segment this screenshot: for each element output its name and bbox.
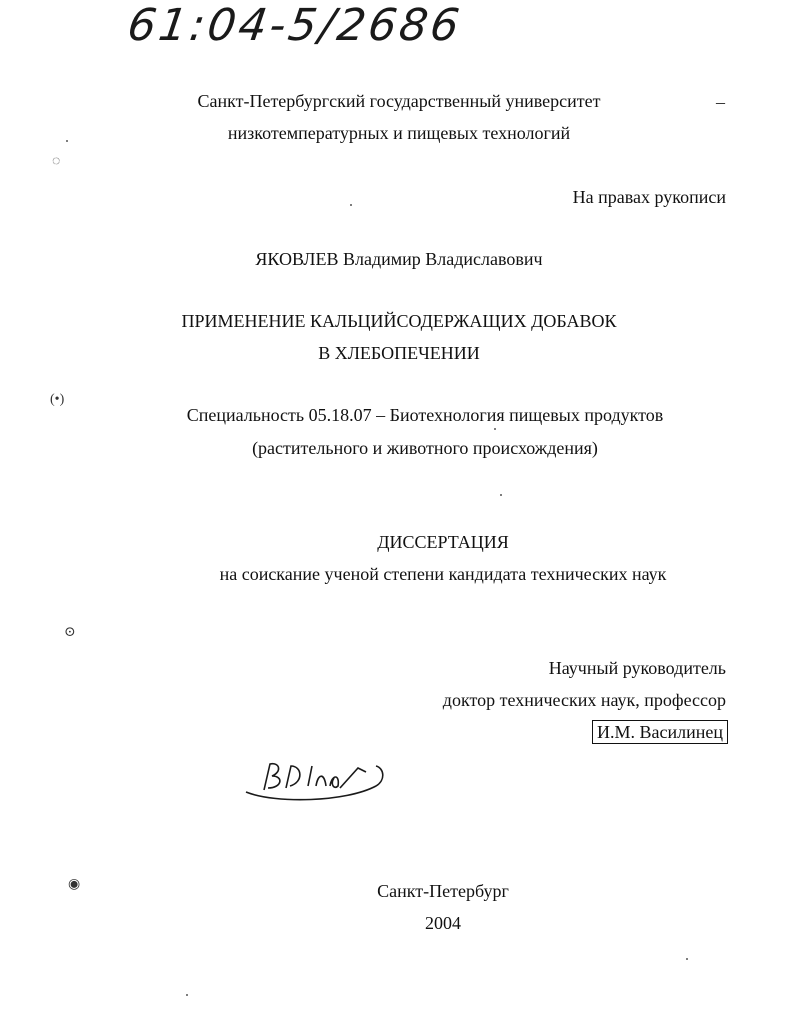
- scan-speck: [686, 958, 688, 960]
- punch-hole-icon: ◉: [68, 877, 81, 892]
- archive-code-handwritten: 61:04-5/2686: [124, 0, 466, 51]
- scan-speck: [500, 494, 502, 496]
- scan-speck: [494, 428, 496, 430]
- scan-speck: [350, 204, 352, 206]
- punch-hole-icon: (•): [50, 392, 65, 407]
- supervisor-name: И.М. Василинец: [592, 720, 728, 744]
- supervisor-title: доктор технических наук, профессор: [442, 690, 726, 710]
- degree-line: на соискание ученой степени кандидата технических наук: [219, 564, 667, 584]
- year: 2004: [425, 913, 461, 933]
- document-type: ДИССЕРТАЦИЯ: [377, 532, 509, 552]
- specialty-line2: (растительного и животного происхождения): [252, 438, 598, 458]
- author-name: ЯКОВЛЕВ Владимир Владиславович: [255, 249, 543, 269]
- scan-speck: [186, 994, 188, 996]
- handwritten-signature: [236, 752, 396, 812]
- stray-dash: –: [716, 92, 725, 112]
- supervisor-role: Научный руководитель: [548, 658, 726, 678]
- university-name-line1: Санкт-Петербургский государственный университет: [197, 91, 601, 111]
- specialty-line1: Специальность 05.18.07 – Биотехнология пищевых продуктов: [186, 405, 664, 425]
- scan-speck: [66, 140, 68, 142]
- dissertation-title-line2: В ХЛЕБОПЕЧЕНИИ: [318, 343, 480, 363]
- dissertation-title-line1: ПРИМЕНЕНИЕ КАЛЬЦИЙСОДЕРЖАЩИХ ДОБАВОК: [181, 311, 617, 331]
- punch-hole-icon: ⊙: [64, 625, 76, 640]
- rights-note: На правах рукописи: [572, 187, 726, 207]
- city: Санкт-Петербург: [377, 881, 509, 901]
- university-name-line2: низкотемпературных и пищевых технологий: [227, 123, 571, 143]
- punch-hole-icon: ◌: [52, 154, 61, 169]
